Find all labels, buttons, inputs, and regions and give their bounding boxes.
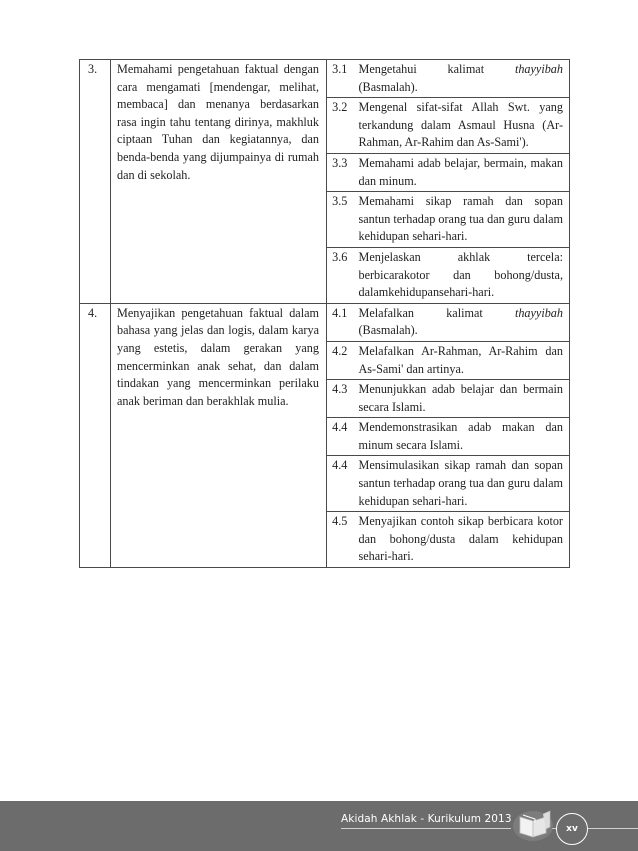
sub-competency-text: Melafalkan kalimat thayyibah (Basmalah).: [353, 303, 570, 341]
row-number: 4.: [80, 303, 111, 567]
sub-number: 4.5: [327, 512, 353, 568]
competency-table: [79, 59, 570, 568]
row-number: 3.: [80, 60, 111, 304]
sub-number: 3.1: [327, 60, 353, 98]
sub-competency-text: Menunjukkan adab belajar dan bermain secara Islami.: [353, 380, 570, 418]
footer-book-title: Akidah Akhlak - Kurikulum 2013: [341, 813, 512, 825]
footer-divider: [341, 828, 511, 829]
page-footer: [0, 801, 638, 851]
sub-number: 3.3: [327, 153, 353, 191]
sub-number: 3.5: [327, 192, 353, 248]
table-row: [80, 60, 570, 98]
sub-competency-text: Menyajikan contoh sikap berbicara kotor dan bohong/dusta dalam kehidupan sehari-hari.: [353, 512, 570, 568]
sub-number: 4.4: [327, 456, 353, 512]
sub-number: 4.1: [327, 303, 353, 341]
table-row: [80, 303, 570, 341]
book-icon: [510, 807, 556, 843]
sub-competency-text: Mengetahui kalimat thayyibah (Basmalah).: [353, 60, 570, 98]
sub-competency-text: Mendemonstrasikan adab makan dan minum secara Islami.: [353, 418, 570, 456]
sub-competency-text: Mensimulasikan sikap ramah dan sopan santun terhadap orang tua dan guru dalam kehidupan sehari-hari.: [353, 456, 570, 512]
sub-number: 3.2: [327, 98, 353, 154]
sub-competency-text: Melafalkan Ar-Rahman, Ar-Rahim dan As-Sami' dan artinya.: [353, 341, 570, 379]
sub-number: 4.3: [327, 380, 353, 418]
core-competency-text: Menyajikan pengetahuan faktual dalam bahasa yang jelas dan logis, dalam karya yang estetis, dalam gerakan yang mencerminkan anak sehat, dan dalam tindakan yang mencerminkan perilaku anak beriman dan berakhlak mulia.: [111, 303, 327, 567]
core-competency-text: Memahami pengetahuan faktual dengan cara mengamati [mendengar, melihat, membaca] dan menanya berdasarkan rasa ingin tahu tentang dirinya, makhluk ciptaan Tuhan dan kegiatannya, dan benda-benda yang dijumpainya di rumah dan di sekolah.: [111, 60, 327, 304]
sub-number: 4.4: [327, 418, 353, 456]
sub-competency-text: Memahami adab belajar, bermain, makan dan minum.: [353, 153, 570, 191]
sub-number: 3.6: [327, 247, 353, 303]
sub-number: 4.2: [327, 341, 353, 379]
sub-competency-text: Menjelaskan akhlak tercela: berbicarakotor dan bohong/dusta, dalamkehidupansehari-hari.: [353, 247, 570, 303]
sub-competency-text: Mengenal sifat-sifat Allah Swt. yang terkandung dalam Asmaul Husna (Ar-Rahman, Ar-Rahim dan As-Sami').: [353, 98, 570, 154]
sub-competency-text: Memahami sikap ramah dan sopan santun terhadap orang tua dan guru dalam kehidupan sehari-hari.: [353, 192, 570, 248]
page-number: xv: [556, 813, 588, 845]
